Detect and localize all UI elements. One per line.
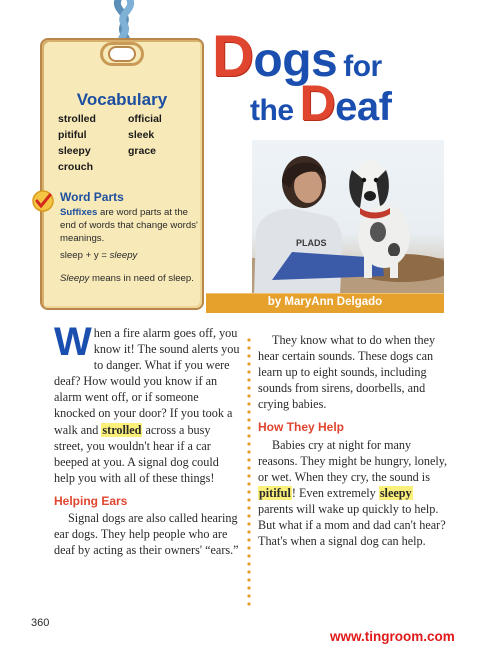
word-parts-note bbox=[60, 272, 200, 285]
article-paragraph: They know what to do when they hear certain sounds. These dogs can learn up to eight sounds, including sounds from sirens, doorbells, and crying babies. bbox=[258, 333, 436, 412]
suffix-description: are word parts at the end of words that change words' meanings. bbox=[60, 207, 198, 244]
note-rest: means in need of sleep. bbox=[92, 273, 194, 284]
title-the: the bbox=[250, 94, 294, 127]
vocab-word: pitiful bbox=[58, 129, 87, 141]
word-parts-title: Word Parts bbox=[60, 190, 124, 204]
vocab-word: strolled bbox=[58, 113, 96, 125]
vocabulary-title: Vocabulary bbox=[76, 90, 168, 109]
section-heading: Helping Ears bbox=[54, 493, 128, 508]
vocabulary-list bbox=[58, 112, 198, 175]
vocab-word: crouch bbox=[58, 161, 94, 173]
article-paragraph bbox=[258, 437, 450, 550]
title-letter-d: D bbox=[212, 24, 254, 89]
vocab-word: sleepy bbox=[58, 145, 91, 157]
vocabulary-card bbox=[40, 38, 204, 310]
highlighted-word-pitiful: pitiful bbox=[259, 485, 291, 500]
paragraph-text: hen a fire alarm goes off, you know it! The sound alerts you to danger. What if you were deaf? How would you know if an alarm went off, or if someone knocked on your door? If you took a walk and bbox=[54, 326, 240, 437]
article-paragraph: Signal dogs are also called hearing ear dogs. They help people who are deaf by acting as their owners' “ears.” bbox=[54, 511, 239, 558]
vocab-word: sleek bbox=[128, 129, 155, 141]
title-eaf: eaf bbox=[335, 85, 392, 129]
checkmark-badge-icon bbox=[32, 190, 54, 212]
article-column-left bbox=[54, 320, 242, 558]
article-column-right bbox=[258, 332, 450, 549]
highlighted-word-sleepy: sleepy bbox=[379, 485, 412, 500]
paragraph-text: across a busy street, you wouldn't hear if a car beeped at you. A signal dog could help you with all of these things! bbox=[54, 422, 219, 485]
watermark-link[interactable]: www.tingroom.com bbox=[330, 629, 455, 644]
column-divider bbox=[247, 336, 251, 606]
page-number: 360 bbox=[31, 617, 50, 629]
paragraph-text: ! Even extremely bbox=[291, 485, 379, 500]
section-heading: How They Help bbox=[258, 420, 345, 435]
word-parts-description bbox=[60, 206, 200, 245]
tag-hole bbox=[108, 46, 136, 62]
title-for: for bbox=[343, 50, 382, 83]
woman-with-dog-photo bbox=[252, 140, 444, 295]
article-paragraph bbox=[54, 320, 242, 486]
paragraph-text: parents will wake up quickly to help. But what if a mom and dad can't hear? That's when a signal dog can help. bbox=[258, 501, 446, 549]
vocab-word: grace bbox=[128, 145, 157, 157]
paragraph-text: Babies cry at night for many reasons. They might be hungry, lonely, or wet. When they cry, the sound is bbox=[258, 437, 448, 484]
title-ogs: ogs bbox=[253, 34, 338, 87]
page-title-line-2 bbox=[250, 75, 392, 131]
photo-illustration bbox=[252, 140, 444, 295]
vocab-word: official bbox=[128, 113, 162, 125]
note-word: Sleepy bbox=[60, 273, 90, 284]
highlighted-word-strolled: strolled bbox=[102, 422, 142, 437]
word-parts-equation bbox=[60, 250, 200, 261]
drop-cap: W bbox=[54, 320, 92, 364]
shirt-text: PLADS bbox=[296, 238, 327, 248]
title-letter-d: D bbox=[299, 75, 336, 131]
byline: by MaryAnn Delgado bbox=[267, 296, 383, 308]
suffix-term: Suffixes bbox=[60, 207, 98, 218]
equation-result: sleepy bbox=[109, 250, 138, 261]
equation-prefix: sleep + y = bbox=[60, 250, 110, 261]
byline-banner bbox=[206, 293, 444, 313]
